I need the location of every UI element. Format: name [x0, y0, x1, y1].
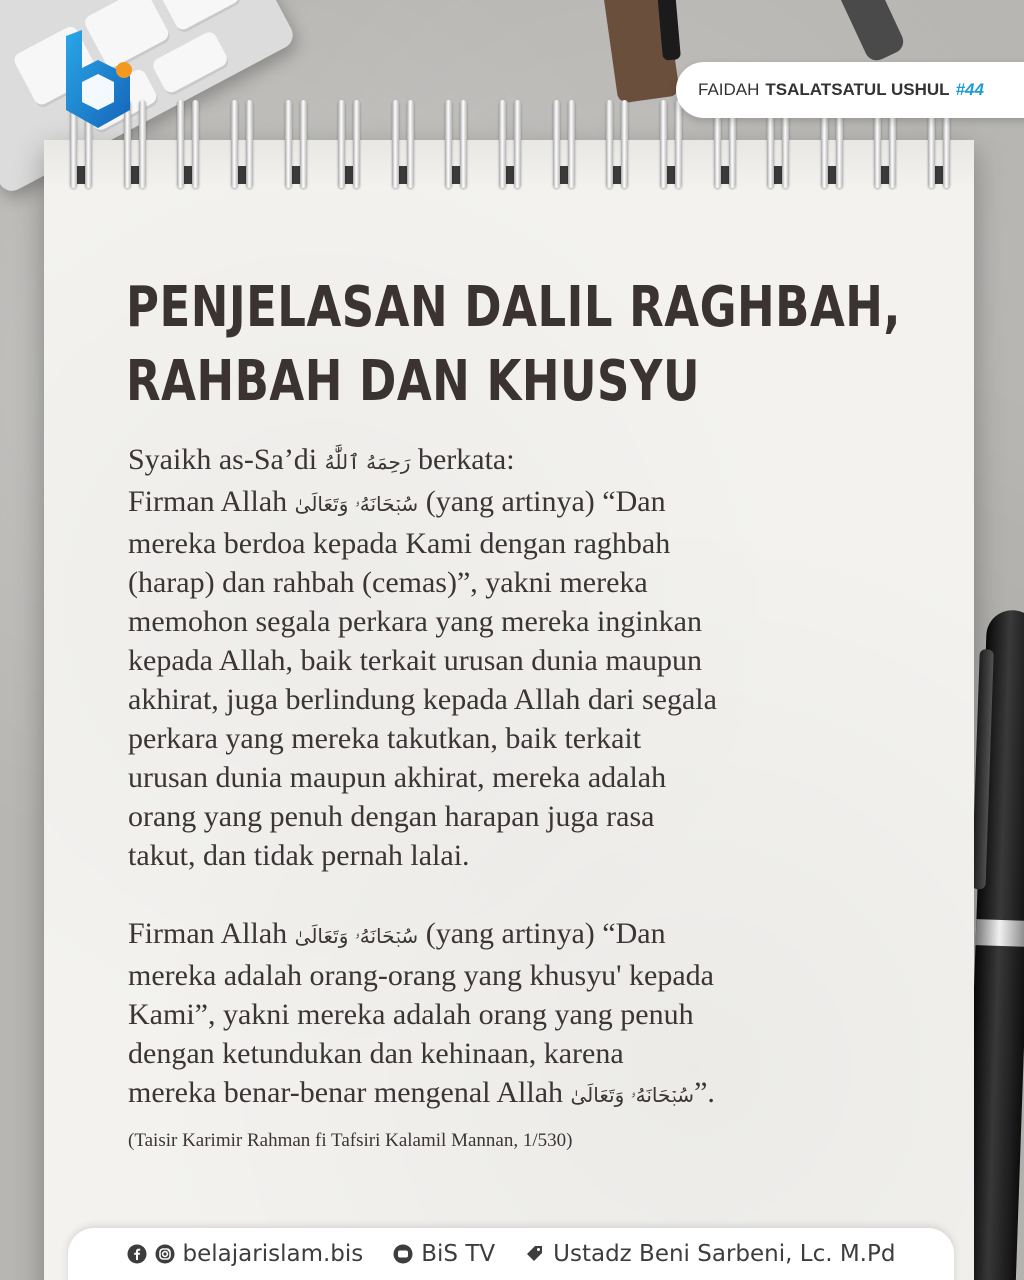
paragraph-1 — [128, 440, 888, 875]
bis-logo-icon — [58, 30, 138, 130]
title-line-1: PENJELASAN DALIL RAGHBAH, — [126, 274, 901, 340]
series-number: #44 — [955, 80, 984, 99]
text-segment: (yang artinya) “Dan — [418, 917, 666, 950]
text-segment: berkata: — [410, 443, 515, 476]
page-title — [126, 270, 926, 418]
series-prefix: FAIDAH — [698, 80, 760, 99]
text-line: kepada Allah, baik terkait urusan dunia maupun — [128, 644, 702, 677]
tv-icon — [393, 1244, 413, 1264]
text-line: memohon segala perkara yang mereka inginkan — [128, 605, 702, 638]
text-line: perkara yang mereka takutkan, baik terkait — [128, 722, 642, 755]
text-line — [128, 1073, 888, 1115]
arabic-honorific: سُبۡحَانَهُۥ وَتَعَالَىٰ — [294, 924, 419, 948]
footer-channel[interactable] — [393, 1241, 495, 1267]
title-line-2: RAHBAH DAN KHUSYU — [126, 348, 700, 414]
facebook-icon — [127, 1244, 147, 1264]
tag-icon — [525, 1244, 545, 1264]
arabic-honorific: سُبۡحَانَهُۥ وَتَعَالَىٰ — [570, 1083, 695, 1107]
text-line — [128, 914, 888, 956]
text-line: orang yang penuh dengan harapan juga rasa — [128, 800, 655, 833]
footer-social[interactable] — [127, 1241, 364, 1267]
arabic-honorific: سُبۡحَانَهُۥ وَتَعَالَىٰ — [294, 492, 419, 516]
text-line: urusan dunia maupun akhirat, mereka adalah — [128, 761, 667, 794]
footer-author — [525, 1241, 895, 1267]
channel-name: BiS TV — [421, 1241, 496, 1267]
text-segment: mereka benar-benar mengenal Allah — [128, 1076, 571, 1109]
text-segment: ”. — [694, 1076, 715, 1109]
cable-decoration — [833, 0, 907, 64]
text-segment: Syaikh as-Sa’di — [128, 443, 325, 476]
text-line — [128, 440, 888, 482]
text-line: mereka berdoa kepada Kami dengan raghbah — [128, 527, 671, 560]
text-line: takut, dan tidak pernah lalai. — [128, 839, 470, 872]
text-line: dengan ketundukan dan kehinaan, karena — [128, 1037, 624, 1070]
text-line — [128, 482, 888, 524]
text-line: mereka adalah orang-orang yang khusyu' kepada — [128, 959, 714, 992]
social-handle: belajarislam.bis — [182, 1241, 364, 1267]
arabic-honorific: رَحِمَهُ ٱللَّٰهُ — [324, 450, 411, 474]
instagram-icon — [155, 1244, 175, 1264]
text-segment: (yang artinya) “Dan — [418, 485, 666, 518]
article-body — [128, 440, 888, 1160]
series-badge — [676, 62, 1024, 118]
text-line: Kami”, yakni mereka adalah orang yang penuh — [128, 998, 694, 1031]
paragraph-2 — [128, 914, 888, 1115]
text-segment: Firman Allah — [128, 917, 295, 950]
footer-bar — [68, 1228, 954, 1280]
text-line: akhirat, juga berlindung kepada Allah dari segala — [128, 683, 717, 716]
series-name: TSALATSATUL USHUL — [765, 80, 950, 99]
text-segment: Firman Allah — [128, 485, 295, 518]
source-citation: (Taisir Karimir Rahman fi Tafsiri Kalamil Mannan, 1/530) — [128, 1130, 573, 1151]
text-line: (harap) dan rahbah (cemas)”, yakni mereka — [128, 566, 648, 599]
author-name: Ustadz Beni Sarbeni, Lc. M.Pd — [553, 1241, 896, 1267]
